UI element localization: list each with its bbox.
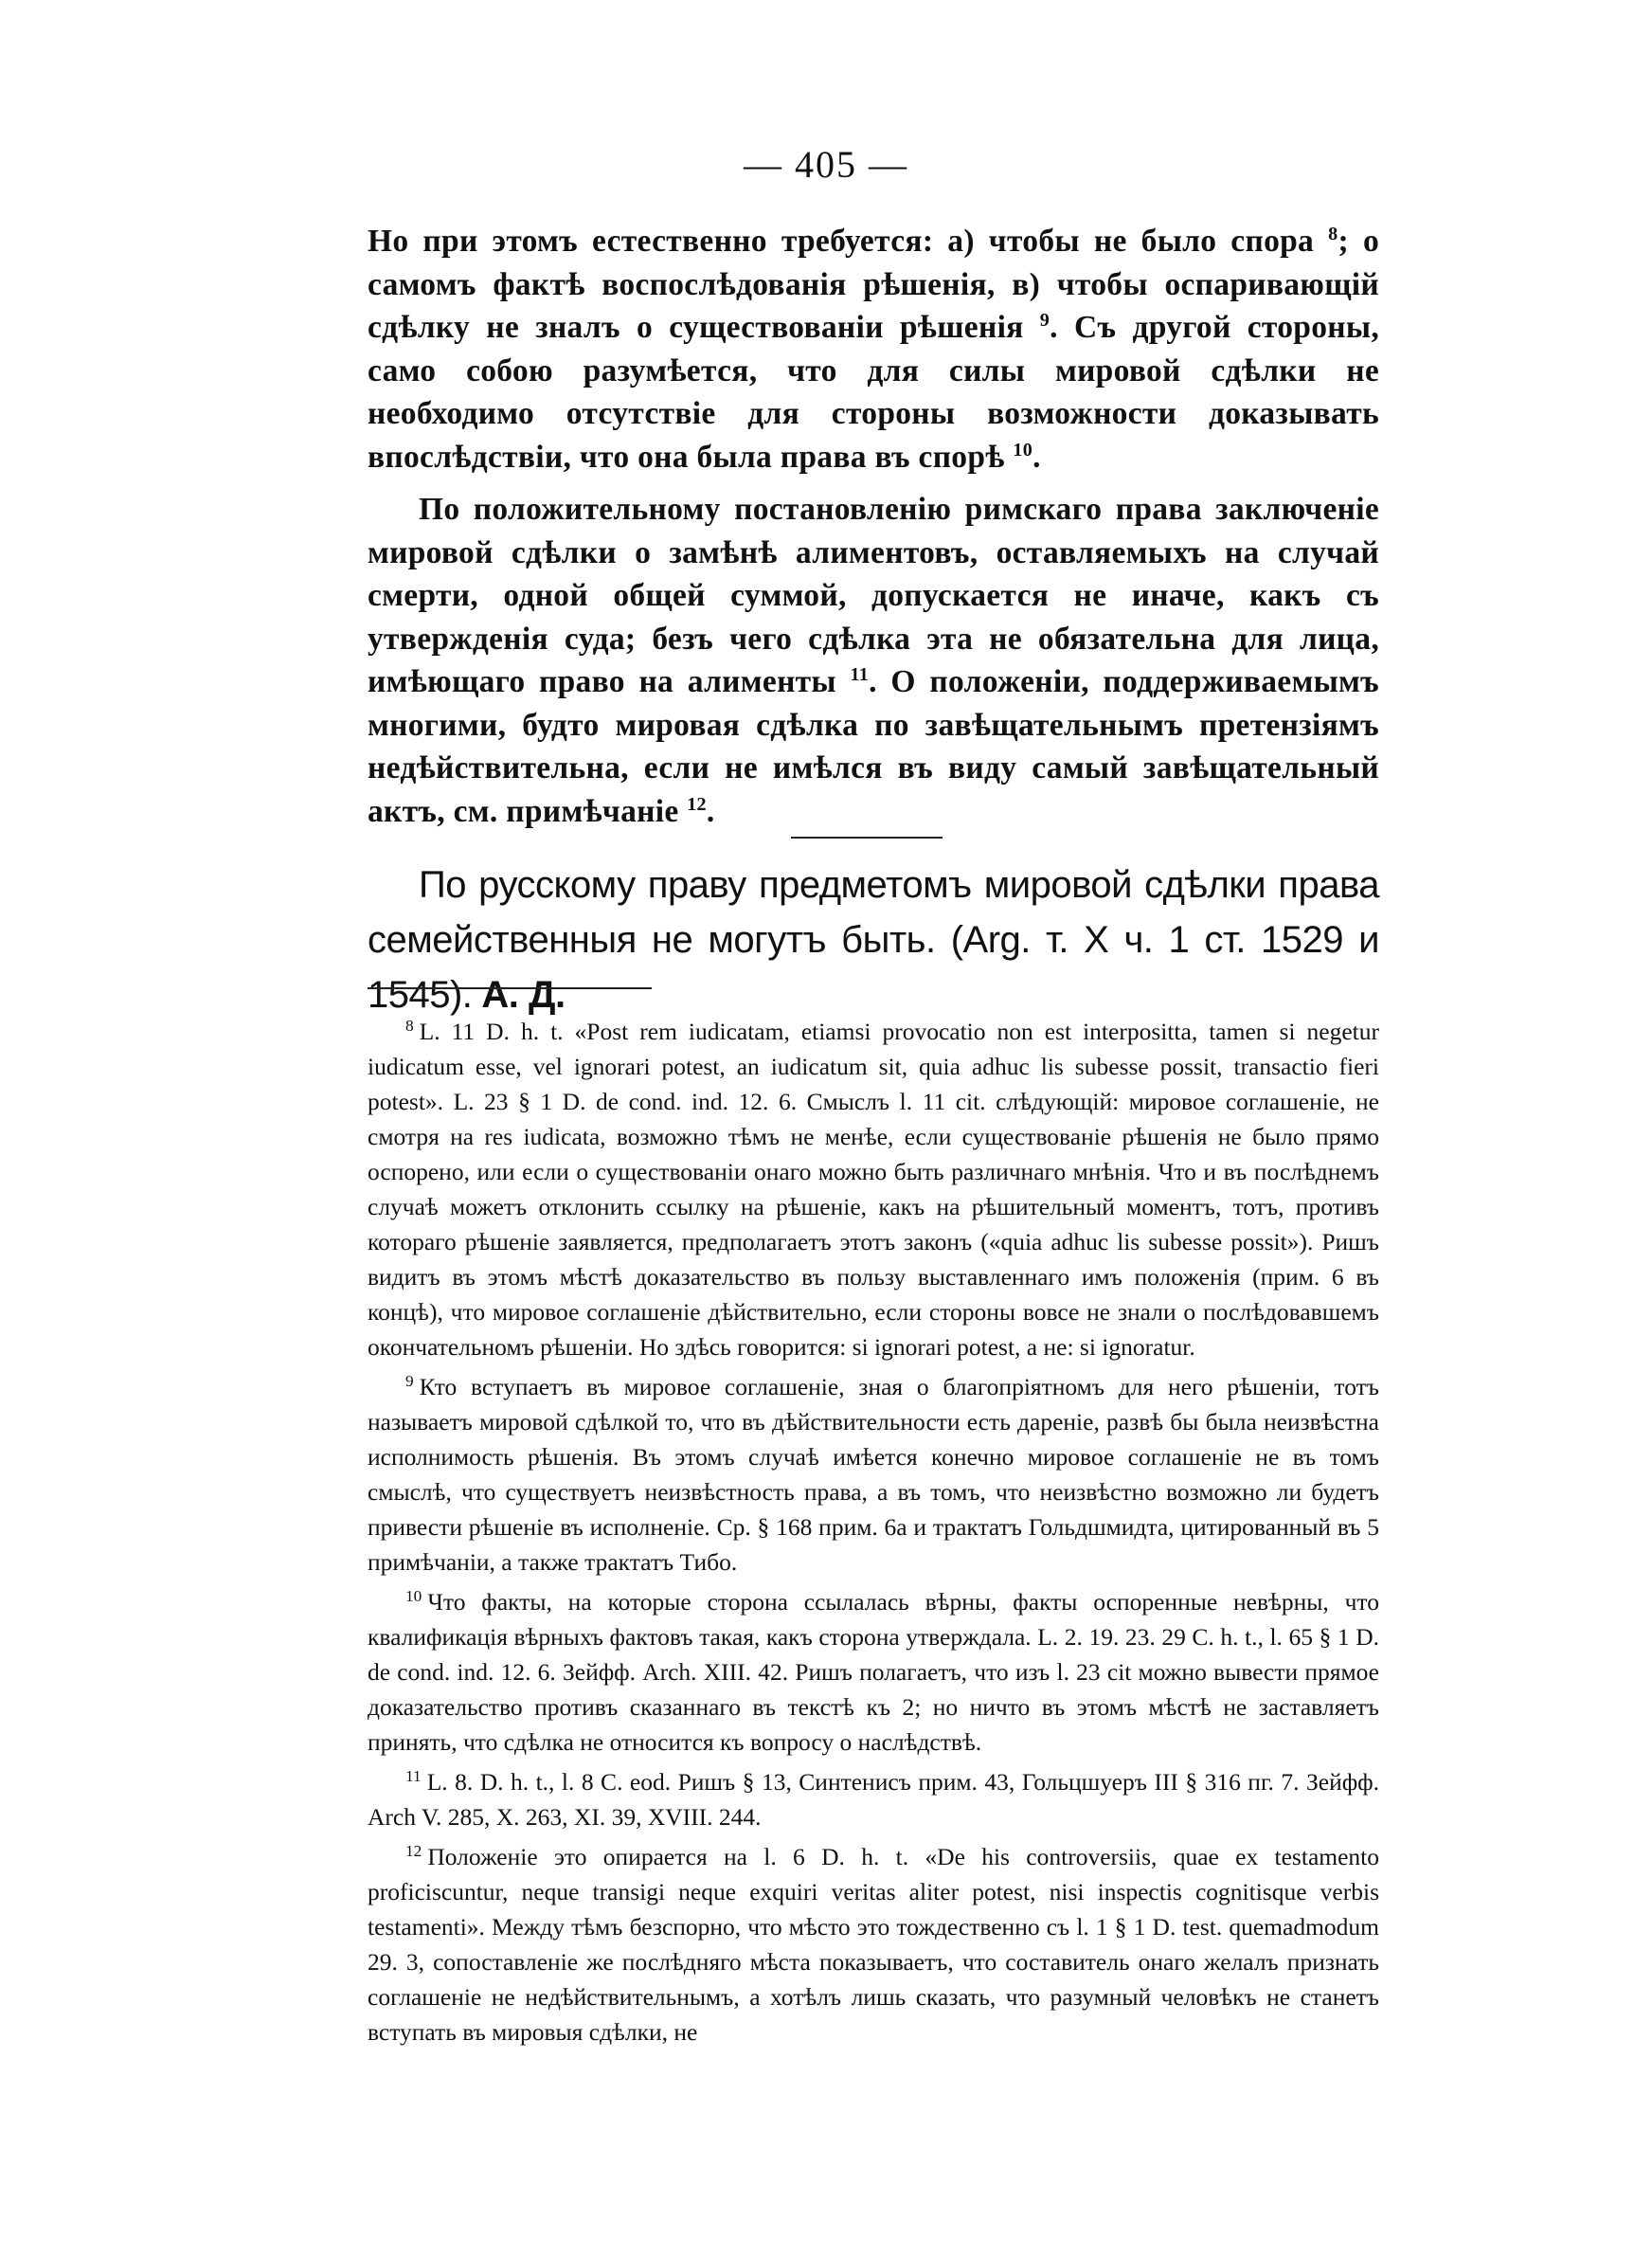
footnote-number: 11 xyxy=(405,1766,422,1785)
footnote-10 xyxy=(368,1584,1379,1760)
addendum xyxy=(368,858,1379,1022)
footnote-ref: 11 xyxy=(850,663,870,685)
addendum-signature: А. Д. xyxy=(481,974,566,1016)
addendum-text: По русскому праву предметомъ мировой сдѣлки права семейственныя не могутъ быть. (Arg. т. X ч. 1 ст. 1529 и 1545). xyxy=(368,864,1379,1016)
footnote-text: Кто вступаетъ въ мировое соглашеніе, зная о благопріятномъ для него рѣшеніи, тотъ называетъ мировой сдѣлкой то, что въ дѣйствительности есть дареніе, развѣ бы была неизвѣстна исполнимость рѣшенія. Въ этомъ случаѣ имѣется конечно мировое соглашеніе не въ томъ смыслѣ, что существуетъ неизвѣстность права, а въ томъ, что неизвѣстно возможно ли будетъ привести рѣшеніе въ исполненіе. Ср. § 168 прим. 6а и трактатъ Гольдшмидта, цитированный въ 5 примѣчаніи, а также трактатъ Тибо. xyxy=(368,1373,1379,1576)
footnote-8 xyxy=(368,1014,1379,1364)
main-paragraph-1 xyxy=(368,220,1379,478)
footnote-number: 9 xyxy=(405,1371,414,1390)
footnote-ref: 12 xyxy=(687,793,707,815)
footnote-number: 8 xyxy=(405,1016,414,1035)
paragraph-text: Но при этомъ естественно требуется: а) чтобы не было спора xyxy=(368,224,1329,259)
paragraph-text: . xyxy=(706,793,715,829)
page-number: — 405 — xyxy=(744,143,908,186)
footnote-text: L. 11 D. h. t. «Post rem iudicatam, etiamsi provocatio non est interpositta, tamen si negetur iudicatum esse, vel ignorari potest, an iudicatum sit, quia adhuc lis subesse possit, transactio fieri potest». L. 23 § 1 D. de cond. ind. 12. 6. Смыслъ l. 11 cit. слѣдующій: мировое соглашеніе, не смотря на res iudicata, возможно тѣмъ не менѣе, если существованіе рѣшенія не было прямо оспорено, или если о существованіи онаго можно быть различнаго мнѣнія. Что и въ послѣднемъ случаѣ можетъ отклонить ссылку на рѣшеніе, какъ на рѣшительный моментъ, тотъ, противъ котораго рѣшеніе заявляется, предполагаетъ этотъ законъ («quia adhuc lis subesse possit»). Ришъ видитъ въ этомъ мѣстѣ доказательство въ пользу выставленнаго имъ положенія (прим. 6 въ концѣ), что мировое соглашеніе дѣйствительно, если стороны вовсе не знали о послѣдовавшемъ окончательномъ рѣшеніи. Но здѣсь говорится: si ignorari potest, а не: si ignoratur. xyxy=(368,1018,1379,1361)
footnote-text: Что факты, на которые сторона ссылалась вѣрны, факты оспоренные невѣрны, что квалификація вѣрныхъ фактовъ такая, какъ сторона утверждала. L. 2. 19. 23. 29 C. h. t., l. 65 § 1 D. de cond. ind. 12. 6. Зейфф. Arch. XIII. 42. Ришъ полагаетъ, что изъ l. 23 cit можно вывести прямое доказательство противъ сказаннаго въ текстѣ къ 2; но ничто въ этомъ мѣстѣ не заставляетъ принять, что сдѣлка не относится къ вопросу о наслѣдствѣ. xyxy=(368,1588,1379,1756)
paragraph-text: . xyxy=(1032,439,1041,475)
footnote-12 xyxy=(368,1839,1379,2049)
footnote-ref: 9 xyxy=(1039,309,1050,331)
footnote-text: L. 8. D. h. t., l. 8 C. eod. Ришъ § 13, Синтенисъ прим. 43, Гольцшуеръ III § 316 пг. 7. Зейфф. Arch V. 285, X. 263, XI. 39, XVIII. 244. xyxy=(368,1768,1379,1831)
paragraph-text: По положительному постановленію римскаго права заключеніе мировой сдѣлки о замѣнѣ алиментовъ, оставляемыхъ на случай смерти, одной общей суммой, допускается не иначе, какъ съ утвержденія суда; безъ чего сдѣлка эта не обязательна для лица, имѣющаго право на алименты xyxy=(368,492,1379,699)
footnote-number: 12 xyxy=(405,1841,422,1860)
footnote-divider xyxy=(368,987,652,989)
section-divider xyxy=(791,837,943,839)
main-paragraph-2 xyxy=(368,488,1379,833)
paragraph-text: . О положеніи, поддерживаемымъ многими, будто мировая сдѣлка по завѣщательнымъ претензіямъ недѣйствительна, если не имѣлся въ виду самый завѣщательный актъ, см. примѣчаніе xyxy=(368,664,1379,829)
footnote-ref: 10 xyxy=(1013,439,1033,460)
footnotes xyxy=(368,1014,1379,2054)
paragraph-text: ; о самомъ фактѣ воспослѣдованія рѣшенія, в) чтобы оспаривающій сдѣлку не зналъ о существованіи рѣшенія xyxy=(368,224,1379,345)
footnote-text: Положеніе это опирается на l. 6 D. h. t. «De his controversiis, quae ex testamento proficiscuntur, neque transigi neque exquiri veritas aliter potest, nisi inspectis cognitisque verbis testamenti». Между тѣмъ безспорно, что мѣсто это тождественно съ l. 1 § 1 D. test. quemadmodum 29. 3, сопоставленіе же послѣдняго мѣста показываетъ, что составитель онаго желалъ признать соглашеніе не недѣйствительнымъ, а хотѣлъ лишь сказать, что разумный человѣкъ не станетъ вступать въ мировыя сдѣлки, не xyxy=(368,1843,1379,2046)
paragraph-text: . Съ другой стороны, само собою разумѣется, что для силы мировой сдѣлки не необходимо отсутствіе для стороны возможности доказывать впослѣдствіи, что она была права въ спорѣ xyxy=(368,310,1379,475)
footnote-9 xyxy=(368,1369,1379,1580)
main-text xyxy=(368,220,1379,833)
footnote-ref: 8 xyxy=(1328,223,1338,244)
footnote-11 xyxy=(368,1764,1379,1834)
footnote-number: 10 xyxy=(405,1586,422,1605)
